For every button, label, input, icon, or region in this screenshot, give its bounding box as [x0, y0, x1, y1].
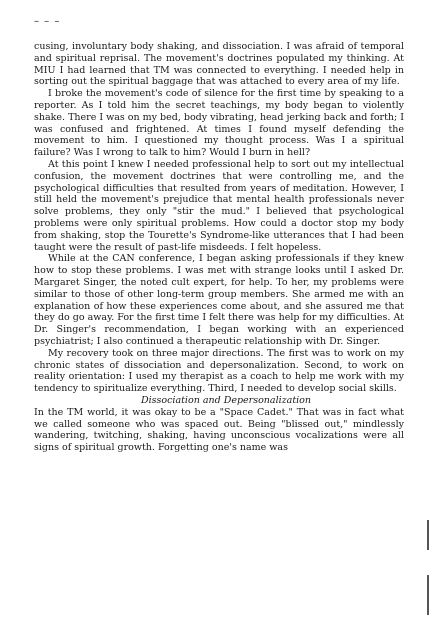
section-heading: Dissociation and Depersonalization [140, 394, 312, 406]
paragraph: While at the CAN conference, I began asking professionals if they knew how to stop these problems. I was met with strange looks until I asked Dr. Margaret Singer, the noted cult expert, for help. To her, my problems were similar to those of other long-term group members. She armed me with an explanation of how these experiences come about, and she assured me that they do go away. For the first time I felt there was help for my difficulties. At Dr. Singer's recommendation, I began working with an experienced psychiatrist; I also continued a therapeutic relationship with Dr. Singer. [34, 253, 404, 347]
paragraph: My recovery took on three major directions. The first was to work on my chronic states of dissociation and depersonalization. Second, to work on reality orientation: I used my therapist as a coach to help me work with my tendency to spiritualize everything. Third, I needed to develop social skills. [34, 347, 404, 395]
body-text [34, 41, 404, 454]
scan-edge-mark [427, 575, 429, 615]
paragraph: At this point I knew I needed professional help to sort out my intellectual confusion, the movement doctrines that were controlling me, and the psychological difficulties that resulted from years of meditation. However, I still held the movement's prejudice that mental health professionals never solve problems, they only "stir the mud." I believed that psychological problems were only spiritual problems. How could a doctor stop my body from shaking, stop the Tourette's Syndrome-like utterances that I had been taught were the result of past-life misdeeds. I felt hopeless. [34, 158, 404, 253]
paragraph: I broke the movement's code of silence for the first time by speaking to a reporter. As I told him the secret teachings, my body began to violently shake. There I was on my bed, body vibrating, head jerking back and forth; I was confused and frightened. At times I found myself defending the movement to him. I questioned my thought process. Was I a spiritual failure? Was I wrong to talk to him? Would I burn in hell? [34, 88, 404, 159]
paragraph: In the TM world, it was okay to be a "Space Cadet." That was in fact what we called someone who was spaced out. Being "blissed out," mindlessly wandering, twitching, shaking, having unconscious vocalizations were all signs of spiritual growth. Forgetting one's name was [34, 406, 404, 454]
scan-edge-mark [427, 520, 429, 550]
paragraph: cusing, involuntary body shaking, and dissociation. I was afraid of temporal and spiritual reprisal. The movement's doctrines populated my thinking. At MIU I had learned that TM was connected to everything. I needed help in sorting out the spiritual baggage that was attached to every area of my life. [34, 41, 404, 88]
page-header-mark: – – – [34, 16, 61, 27]
